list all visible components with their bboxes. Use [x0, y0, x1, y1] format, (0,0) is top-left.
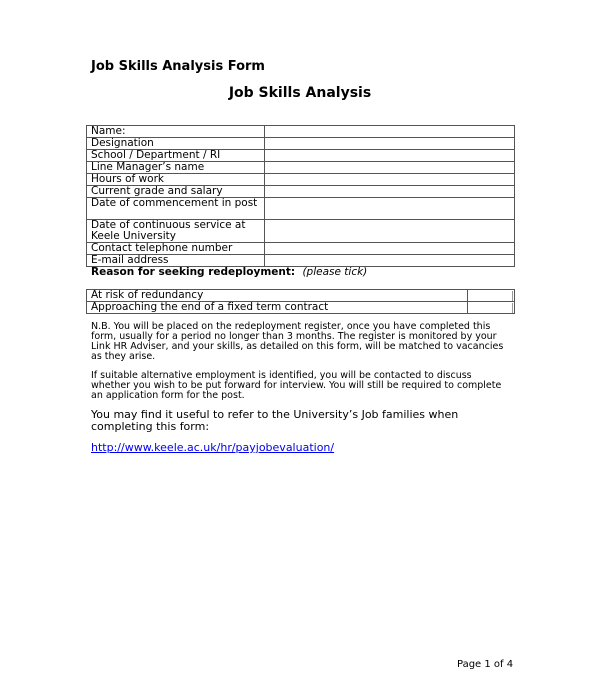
row-label-name: Name:	[87, 126, 265, 138]
tick-box-icon	[512, 303, 514, 313]
table-row	[87, 126, 515, 138]
commencement-field[interactable]	[265, 198, 515, 220]
form-header-title: Job Skills Analysis Form	[91, 59, 265, 74]
row-label-hours: Hours of work	[87, 174, 265, 186]
reason-option-fixed-term: Approaching the end of a fixed term contract	[87, 302, 468, 314]
table-row	[87, 255, 515, 267]
table-row	[87, 290, 515, 302]
reason-table	[86, 289, 515, 314]
page-title: Job Skills Analysis	[228, 85, 372, 101]
reason-heading-text: Reason for seeking redeployment:	[91, 266, 296, 278]
reason-hint: (please tick)	[302, 266, 368, 278]
table-row	[87, 138, 515, 150]
row-label-commencement: Date of commencement in post	[87, 198, 265, 220]
row-label-grade: Current grade and salary	[87, 186, 265, 198]
row-label-line-manager: Line Manager’s name	[87, 162, 265, 174]
continuous-service-field[interactable]	[265, 220, 515, 243]
note-paragraph-job-families: You may find it useful to refer to the University’s Job families when completing this form:	[91, 408, 459, 433]
table-row	[87, 220, 515, 243]
page-number: Page 1 of 4	[457, 659, 514, 670]
table-row	[87, 243, 515, 255]
name-field[interactable]	[265, 126, 515, 138]
email-field[interactable]	[265, 255, 515, 267]
table-row	[87, 302, 515, 314]
note-paragraph-interview: If suitable alternative employment is identified, you will be contacted to discuss whether you wish to be put forward for interview. You will still be required to complete an application form for the post.	[91, 370, 502, 401]
grade-field[interactable]	[265, 186, 515, 198]
designation-field[interactable]	[265, 138, 515, 150]
hours-field[interactable]	[265, 174, 515, 186]
row-label-school: School / Department / RI	[87, 150, 265, 162]
row-label-designation: Designation	[87, 138, 265, 150]
row-label-telephone: Contact telephone number	[87, 243, 265, 255]
line-manager-field[interactable]	[265, 162, 515, 174]
table-row	[87, 174, 515, 186]
details-table	[86, 125, 515, 267]
telephone-field[interactable]	[265, 243, 515, 255]
table-row	[87, 162, 515, 174]
tick-box-icon	[512, 291, 514, 301]
redundancy-tick-box[interactable]	[468, 290, 515, 302]
note-paragraph-register: N.B. You will be placed on the redeployment register, once you have completed this form, usually for a period no longer than 3 months. The register is monitored by your Link HR Adviser, and your skills, as detailed on this form, will be matched to vacancies as they arise.	[91, 321, 504, 362]
reason-option-redundancy: At risk of redundancy	[87, 290, 468, 302]
reason-heading	[91, 266, 367, 278]
table-row	[87, 186, 515, 198]
fixed-term-tick-box[interactable]	[468, 302, 515, 314]
job-evaluation-link[interactable]: http://www.keele.ac.uk/hr/payjobevaluation/	[91, 441, 335, 454]
table-row	[87, 198, 515, 220]
school-field[interactable]	[265, 150, 515, 162]
table-row	[87, 150, 515, 162]
row-label-continuous-service: Date of continuous service at Keele University	[87, 220, 265, 243]
row-label-email: E-mail address	[87, 255, 265, 267]
